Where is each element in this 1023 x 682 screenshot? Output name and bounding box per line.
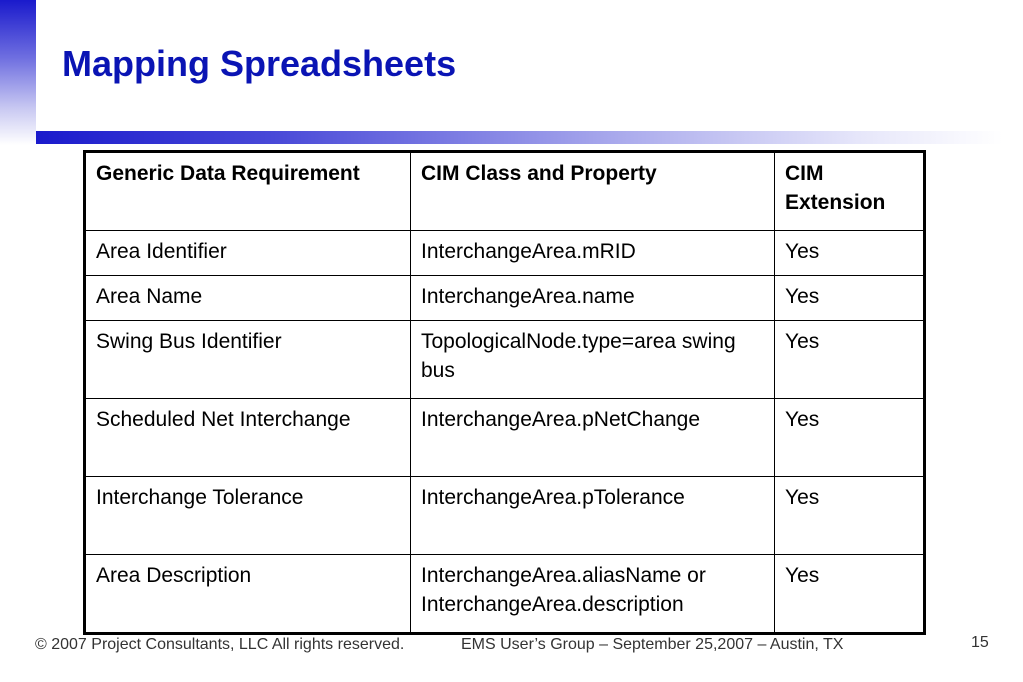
page-number: 15 [971,634,989,651]
cell-requirement: Scheduled Net Interchange [85,399,411,477]
cell-extension: Yes [775,231,925,276]
footer-event: EMS User’s Group – September 25,2007 – Austin, TX [461,636,844,653]
cell-cim-property: InterchangeArea.pNetChange [411,399,775,477]
header-cim-class-and-property: CIM Class and Property [411,152,775,231]
cell-requirement: Interchange Tolerance [85,477,411,555]
cell-cim-property: InterchangeArea.name [411,276,775,321]
table-row [85,555,925,634]
title-divider [36,131,1003,144]
cell-requirement: Area Description [85,555,411,634]
cell-extension: Yes [775,477,925,555]
cell-cim-property: TopologicalNode.type=area swing bus [411,321,775,399]
footer-copyright: © 2007 Project Consultants, LLC All rights reserved. [35,636,405,653]
cell-extension: Yes [775,555,925,634]
table-row [85,321,925,399]
table-row [85,477,925,555]
cell-requirement: Area Name [85,276,411,321]
cell-requirement: Area Identifier [85,231,411,276]
cell-requirement: Swing Bus Identifier [85,321,411,399]
table-row [85,399,925,477]
cell-extension: Yes [775,399,925,477]
table-header-row [85,152,925,231]
cell-cim-property: InterchangeArea.mRID [411,231,775,276]
cell-cim-property: InterchangeArea.aliasName or InterchangeArea.description [411,555,775,634]
table-row [85,276,925,321]
header-generic-data-requirement: Generic Data Requirement [85,152,411,231]
cell-extension: Yes [775,276,925,321]
slide-title: Mapping Spreadsheets [62,43,457,84]
cell-extension: Yes [775,321,925,399]
cell-cim-property: InterchangeArea.pTolerance [411,477,775,555]
left-accent-bar [0,0,36,145]
mapping-table [83,150,926,635]
table-row [85,231,925,276]
header-cim-extension: CIM Extension [775,152,925,231]
